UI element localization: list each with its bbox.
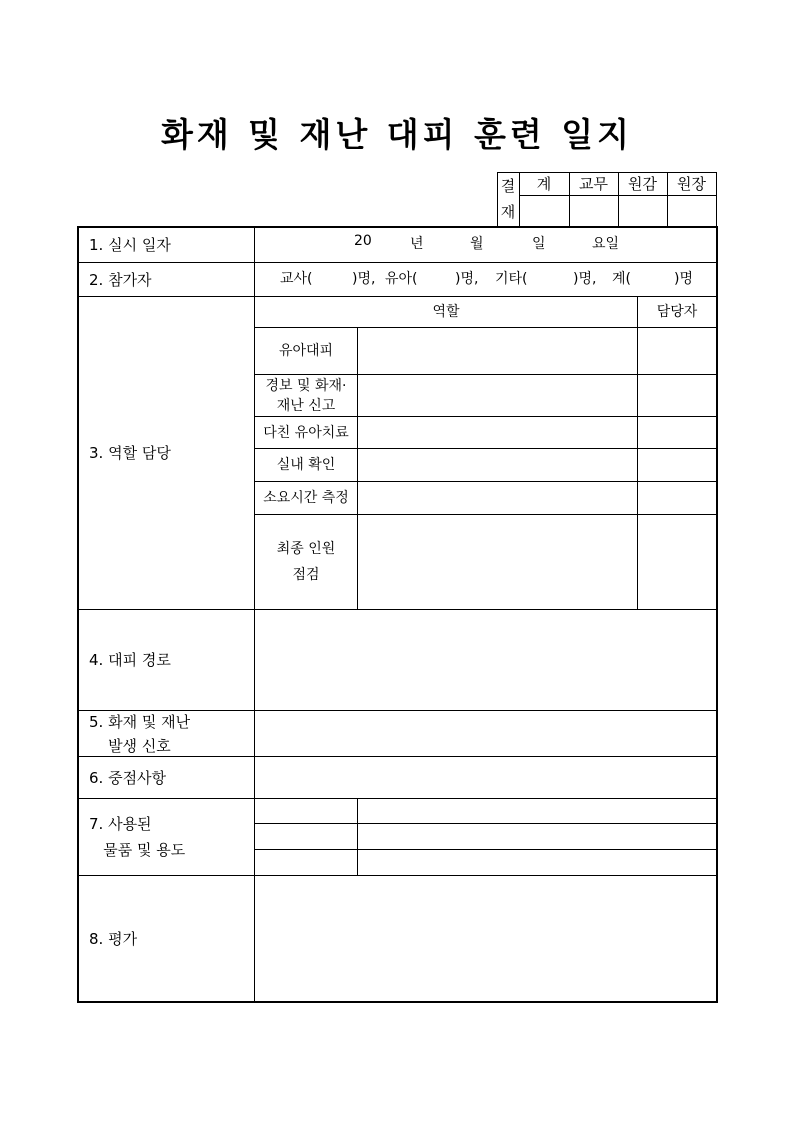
date-label: 1. 실시 일자 (89, 236, 171, 254)
date-day-unit: 일 (532, 236, 546, 252)
role-duty-field[interactable] (358, 328, 637, 374)
evaluation-field[interactable] (255, 876, 716, 1001)
approval-col-vice-director: 원감 (628, 175, 657, 193)
item-purpose-field[interactable] (358, 850, 716, 875)
date-value[interactable] (255, 228, 716, 262)
approval-col-staff: 계 (536, 175, 552, 193)
role-duty-field[interactable] (358, 449, 637, 481)
role-time-measure: 소요시간 측정 (263, 490, 349, 506)
roles-label: 3. 역할 담당 (89, 444, 171, 462)
focus-field[interactable] (255, 757, 716, 798)
item-purpose-field[interactable] (358, 824, 716, 849)
teacher-count-label: 교사( (280, 271, 313, 287)
role-duty-field[interactable] (358, 375, 637, 416)
approval-right-line (716, 172, 717, 226)
signal-field[interactable] (255, 711, 716, 756)
page-title: 화재 및 재난 대피 훈련 일지 (160, 115, 634, 154)
participants-label: 2. 참가자 (89, 270, 152, 289)
role-alarm-report: 경보 및 화재· 재난 신고 (265, 377, 347, 414)
participants-value[interactable] (255, 263, 716, 296)
other-count-label: 기타( (495, 271, 528, 287)
table-bottom-border (77, 1001, 718, 1003)
role-final-headcount: 최종 인원 점검 (276, 541, 336, 583)
date-year-unit: 년 (410, 236, 424, 252)
role-indoor-check: 실내 확인 (276, 457, 336, 473)
other-count-unit: )명, (573, 271, 597, 287)
item-name-field[interactable] (255, 850, 357, 875)
role-person-field[interactable] (638, 328, 716, 374)
total-count-label: 계( (612, 271, 631, 287)
role-first-aid: 다친 유아치료 (263, 424, 349, 441)
approval-col-director: 원장 (677, 175, 706, 193)
item-name-field[interactable] (255, 799, 357, 823)
role-duty-field[interactable] (358, 482, 637, 514)
route-label: 4. 대피 경로 (89, 651, 171, 669)
date-month-unit: 월 (470, 236, 484, 252)
table-right-border (716, 226, 718, 1003)
route-field[interactable] (255, 610, 716, 710)
date-year-prefix: 20 (354, 233, 372, 249)
item-purpose-field[interactable] (358, 799, 716, 823)
approval-label-bottom: 재 (500, 203, 516, 221)
roles-header-person: 담당자 (656, 304, 698, 320)
role-person-field[interactable] (638, 417, 716, 448)
role-duty-field[interactable] (358, 515, 637, 609)
child-count-unit: )명, (455, 271, 479, 287)
evaluation-label: 8. 평가 (89, 929, 138, 948)
item-name-field[interactable] (255, 824, 357, 849)
focus-label: 6. 중점사항 (89, 768, 167, 787)
role-duty-field[interactable] (358, 417, 637, 448)
teacher-count-unit: )명, (352, 271, 376, 287)
approval-sign-field[interactable] (619, 196, 667, 226)
date-weekday-unit: 요일 (592, 236, 620, 252)
approval-sign-field[interactable] (570, 196, 618, 226)
approval-sign-field[interactable] (668, 196, 716, 226)
signal-label: 5. 화재 및 재난 발생 신호 (89, 712, 191, 755)
total-count-unit: )명 (674, 271, 693, 287)
child-count-label: 유아( (385, 271, 418, 287)
roles-header-role: 역할 (432, 304, 460, 320)
approval-sign-field[interactable] (520, 196, 569, 226)
items-used-label: 7. 사용된 물품 및 용도 (89, 815, 186, 859)
role-person-field[interactable] (638, 515, 716, 609)
role-person-field[interactable] (638, 375, 716, 416)
approval-col-academic: 교무 (579, 175, 608, 193)
approval-label-top: 결 (500, 177, 516, 195)
role-person-field[interactable] (638, 482, 716, 514)
role-evacuation: 유아대피 (278, 343, 334, 359)
role-person-field[interactable] (638, 449, 716, 481)
